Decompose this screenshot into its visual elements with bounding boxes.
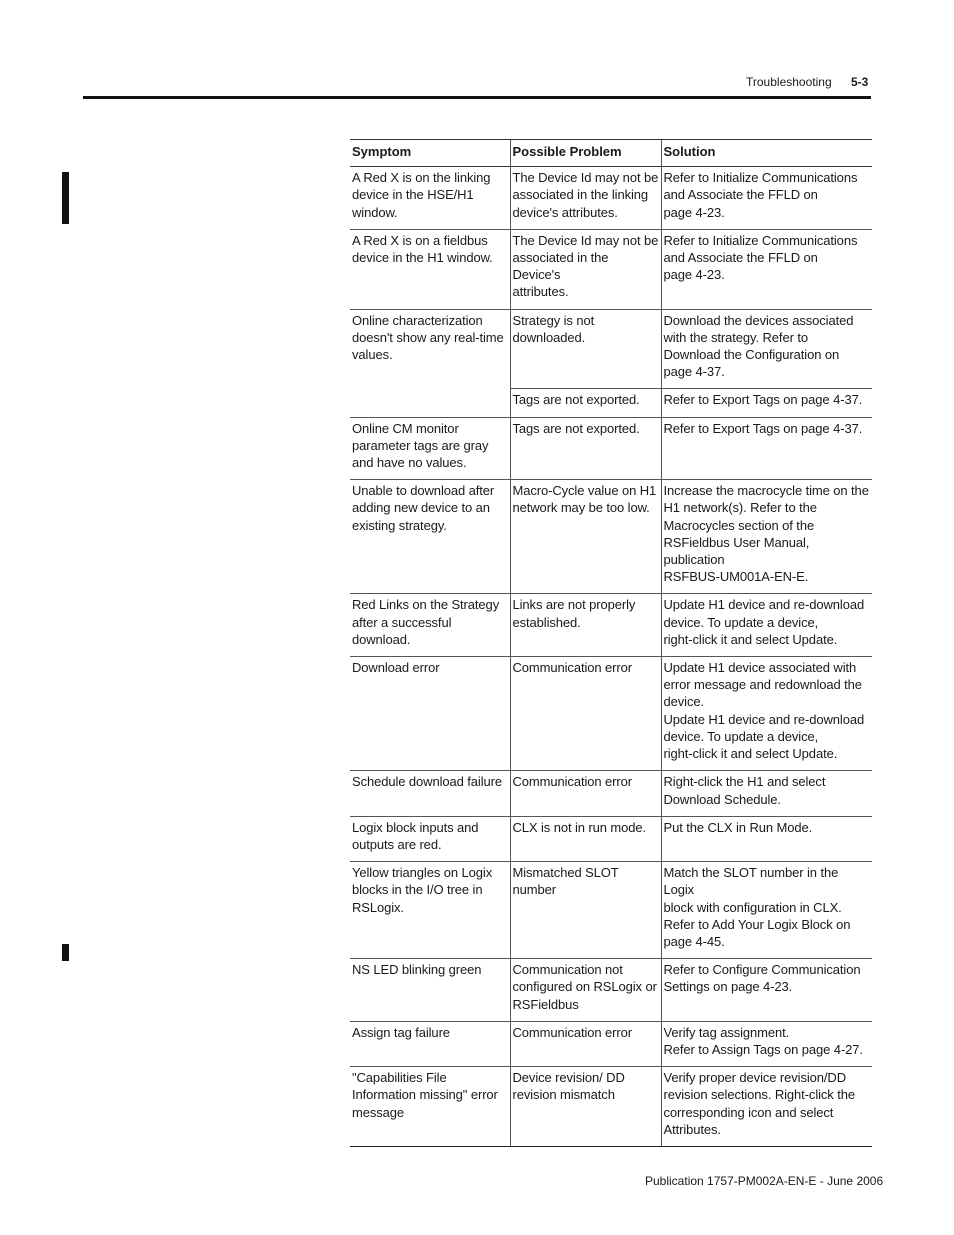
cell-text-line: Refer to Initialize Communications (663, 232, 858, 248)
cell-text-line: A Red X is on a fieldbus (352, 232, 488, 248)
cell-possible-problem (510, 1021, 661, 1066)
cell-text-line: Settings on page 4-23. (663, 979, 793, 995)
cell-solution (661, 1021, 872, 1066)
cell-text-line: page 4-37. (663, 364, 725, 380)
cell-solution (661, 862, 872, 959)
table-row (350, 594, 872, 657)
cell-text-line: Unable to download after (352, 483, 495, 499)
cell-solution (661, 1067, 872, 1147)
cell-text-line: device's attributes. (512, 204, 618, 220)
cell-symptom (350, 480, 510, 594)
cell-text-line: adding new device to an (352, 500, 490, 516)
cell-text-line: blocks in the I/O tree in (352, 882, 483, 898)
cell-text-line: values. (352, 347, 393, 363)
cell-text-line: window. (352, 204, 398, 220)
cell-text-line: CLX is not in run mode. (512, 819, 647, 835)
cell-text-line: The Device Id may not be (512, 170, 659, 186)
cell-solution (661, 657, 872, 771)
cell-text-line: Put the CLX in Run Mode. (663, 819, 813, 835)
cell-symptom (350, 1067, 510, 1147)
cell-text-line: block with configuration in CLX. (663, 899, 842, 915)
cell-possible-problem (510, 862, 661, 959)
cell-text-line: Communication error (512, 774, 632, 790)
cell-text-line: Links are not properly (512, 597, 636, 613)
column-header-symptom: Symptom (350, 140, 510, 167)
cell-text-line: Refer to Initialize Communications (663, 170, 858, 186)
cell-text-line: device. (663, 694, 704, 710)
table-row (350, 1021, 872, 1066)
cell-text-line: H1 network(s). Refer to the (663, 500, 817, 516)
cell-possible-problem (510, 816, 661, 861)
running-header-section: Troubleshooting (746, 75, 832, 89)
cell-text-line: Update H1 device and re-download (663, 597, 865, 613)
cell-text-line: outputs are red. (352, 836, 442, 852)
cell-text-line: after a successful (352, 614, 452, 630)
cell-solution (661, 167, 872, 230)
page-number: 5-3 (851, 75, 869, 89)
cell-text-line: downloaded. (512, 329, 586, 345)
cell-text-line: page 4-23. (663, 267, 725, 283)
cell-text-line: Tags are not exported. (512, 420, 640, 436)
cell-possible-problem (510, 959, 661, 1022)
cell-text-line: Download the devices associated (663, 312, 854, 328)
cell-text-line: Macro-Cycle value on H1 (512, 483, 657, 499)
cell-symptom (350, 309, 510, 389)
cell-text-line: attributes. (512, 284, 569, 300)
cell-text-line: with the strategy. Refer to (663, 329, 808, 345)
cell-text-line: Refer to Configure Communication (663, 962, 861, 978)
cell-text-line: and Associate the FFLD on (663, 250, 818, 266)
cell-possible-problem (510, 594, 661, 657)
cell-text-line: Mismatched SLOT (512, 865, 619, 881)
cell-possible-problem (510, 771, 661, 816)
table-row (350, 1067, 872, 1147)
cell-text-line: Download the Configuration on (663, 347, 840, 363)
cell-text-line: Online CM monitor (352, 420, 459, 436)
cell-text-line: corresponding icon and select (663, 1104, 834, 1120)
cell-text-line: error message and redownload the (663, 677, 862, 693)
cell-text-line: Assign tag failure (352, 1024, 450, 1040)
cell-text-line: associated in the linking (512, 187, 649, 203)
cell-symptom (350, 771, 510, 816)
cell-text-line: Right-click the H1 and select (663, 774, 826, 790)
cell-text-line: RSLogix. (352, 899, 404, 915)
cell-text-line: doesn't show any real-time (352, 329, 504, 345)
column-header-solution: Solution (661, 140, 872, 167)
cell-text-line: Red Links on the Strategy (352, 597, 500, 613)
table-row (350, 816, 872, 861)
cell-possible-problem (510, 657, 661, 771)
cell-text-line: Download error (352, 660, 440, 676)
cell-text-line: revision mismatch (512, 1087, 615, 1103)
cell-text-line: RSFBUS-UM001A-EN-E. (663, 569, 809, 585)
cell-text-line: device in the HSE/H1 (352, 187, 474, 203)
cell-text-line: and have no values. (352, 455, 467, 471)
change-bar (62, 944, 69, 961)
cell-solution (661, 389, 872, 417)
table-row (350, 389, 872, 417)
cell-possible-problem (510, 417, 661, 480)
cell-text-line: established. (512, 614, 581, 630)
cell-symptom (350, 959, 510, 1022)
cell-text-line: right-click it and select Update. (663, 631, 838, 647)
cell-text-line: message (352, 1104, 405, 1120)
publication-footer: Publication 1757-PM002A-EN-E - June 2006 (645, 1174, 884, 1188)
cell-solution (661, 959, 872, 1022)
cell-symptom (350, 229, 510, 309)
cell-text-line: Device revision/ DD (512, 1070, 625, 1086)
table-row (350, 417, 872, 480)
cell-text-line: Update H1 device and re-download (663, 711, 865, 727)
cell-text-line: parameter tags are gray (352, 437, 489, 453)
cell-text-line: existing strategy. (352, 517, 447, 533)
cell-symptom (350, 594, 510, 657)
cell-text-line: The Device Id may not be (512, 232, 659, 248)
cell-solution (661, 309, 872, 389)
cell-text-line: "Capabilities File (352, 1070, 447, 1086)
cell-text-line: Information missing" error (352, 1087, 498, 1103)
cell-text-line: Verify tag assignment. (663, 1024, 790, 1040)
cell-text-line: Schedule download failure (352, 774, 502, 790)
cell-solution (661, 594, 872, 657)
table-row (350, 480, 872, 594)
cell-text-line: Refer to Export Tags on page 4-37. (663, 420, 863, 436)
cell-text-line: NS LED blinking green (352, 962, 482, 978)
troubleshooting-table (350, 139, 872, 1147)
cell-text-line: number (512, 882, 556, 898)
table-row (350, 229, 872, 309)
cell-text-line: Refer to Add Your Logix Block on (663, 916, 851, 932)
cell-text-line: device. To update a device, (663, 728, 819, 744)
column-header-possible-problem: Possible Problem (510, 140, 661, 167)
table-row (350, 771, 872, 816)
cell-text-line: right-click it and select Update. (663, 746, 838, 762)
table-row (350, 862, 872, 959)
cell-text-line: and Associate the FFLD on (663, 187, 818, 203)
cell-symptom (350, 167, 510, 230)
cell-text-line: configured on RSLogix or (512, 979, 657, 995)
cell-possible-problem (510, 167, 661, 230)
cell-solution (661, 417, 872, 480)
cell-symptom (350, 862, 510, 959)
cell-text-line: Online characterization (352, 312, 483, 328)
cell-solution (661, 816, 872, 861)
cell-text-line: Communication not (512, 962, 623, 978)
cell-text-line: network may be too low. (512, 500, 650, 516)
cell-text-line: A Red X is on the linking (352, 170, 491, 186)
cell-text-line: Yellow triangles on Logix (352, 865, 493, 881)
table-row (350, 657, 872, 771)
cell-text-line: Macrocycles section of the (663, 517, 815, 533)
cell-possible-problem (510, 309, 661, 389)
cell-possible-problem (510, 229, 661, 309)
cell-text-line: device in the H1 window. (352, 250, 493, 266)
table-header-row (350, 140, 872, 167)
cell-solution (661, 771, 872, 816)
cell-symptom (350, 417, 510, 480)
cell-symptom (350, 389, 510, 417)
cell-symptom (350, 657, 510, 771)
cell-text-line: page 4-23. (663, 204, 725, 220)
cell-text-line: Logix block inputs and (352, 819, 479, 835)
cell-possible-problem (510, 389, 661, 417)
cell-text-line: page 4-45. (663, 933, 725, 949)
cell-text-line: Download Schedule. (663, 791, 781, 807)
header-rule (83, 96, 871, 99)
cell-text-line: Match the SLOT number in the Logix (663, 865, 839, 898)
cell-text-line: Attributes. (663, 1121, 721, 1137)
cell-text-line: Tags are not exported. (512, 392, 640, 408)
cell-text-line: Communication error (512, 1024, 632, 1040)
cell-solution (661, 229, 872, 309)
cell-text-line: Refer to Assign Tags on page 4-27. (663, 1041, 863, 1057)
cell-text-line: Strategy is not (512, 312, 595, 328)
table-row (350, 959, 872, 1022)
cell-text-line: RSFieldbus (512, 996, 579, 1012)
table-row (350, 309, 872, 389)
cell-text-line: device. To update a device, (663, 614, 819, 630)
cell-symptom (350, 1021, 510, 1066)
cell-text-line: Verify proper device revision/DD (663, 1070, 846, 1086)
cell-symptom (350, 816, 510, 861)
cell-text-line: Increase the macrocycle time on the (663, 483, 869, 499)
cell-text-line: download. (352, 631, 411, 647)
cell-text-line: Update H1 device associated with (663, 660, 857, 676)
cell-text-line: Refer to Export Tags on page 4-37. (663, 392, 863, 408)
cell-text-line: RSFieldbus User Manual, publication (663, 534, 810, 568)
table-row (350, 167, 872, 230)
cell-text-line: Communication error (512, 660, 632, 676)
cell-possible-problem (510, 1067, 661, 1147)
cell-text-line: revision selections. Right-click the (663, 1087, 855, 1103)
cell-possible-problem (510, 480, 661, 594)
change-bar (62, 172, 69, 224)
cell-solution (661, 480, 872, 594)
cell-text-line: associated in the Device's (512, 250, 609, 283)
